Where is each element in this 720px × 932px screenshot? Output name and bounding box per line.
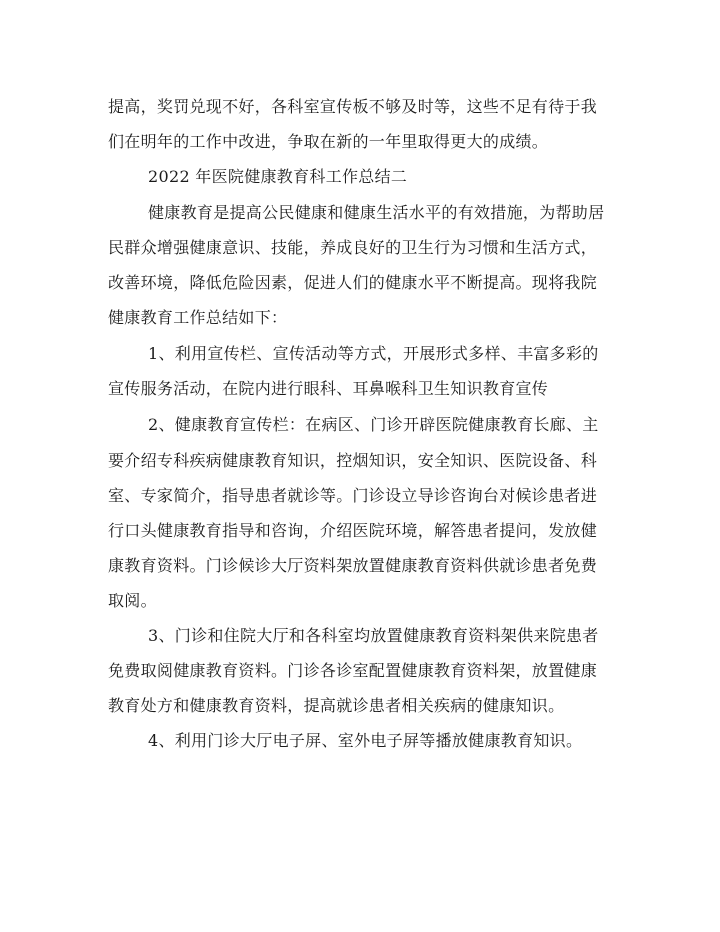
list-item-2-line: 室、专家简介，指导患者就诊等。门诊设立导诊咨询台对候诊患者进	[108, 486, 598, 505]
text-line: 提高，奖罚兑现不好，各科室宣传板不够及时等，这些不足有待于我	[108, 97, 598, 116]
list-item-3-line: 教育处方和健康教育资料，提高就诊患者相关疾病的健康知识。	[108, 696, 565, 715]
text-line: 改善环境，降低危险因素，促进人们的健康水平不断提高。现将我院	[108, 273, 598, 292]
text-line: 健康教育工作总结如下：	[108, 308, 288, 327]
text-line: 民群众增强健康意识、技能，养成良好的卫生行为习惯和生活方式，	[108, 238, 598, 257]
list-item-1-line: 1、利用宣传栏、宣传活动等方式，开展形式多样、丰富多彩的	[148, 344, 599, 363]
list-item-2-line: 康教育资料。门诊候诊大厅资料架放置健康教育资料供就诊患者免费	[108, 556, 598, 575]
text-line: 健康教育是提高公民健康和健康生活水平的有效措施，为帮助居	[148, 203, 605, 222]
section-heading: 2022 年医院健康教育科工作总结二	[148, 167, 408, 186]
text-line: 们在明年的工作中改进，争取在新的一年里取得更大的成绩。	[108, 132, 549, 151]
list-item-4-line: 4、利用门诊大厅电子屏、室外电子屏等播放健康教育知识。	[148, 731, 583, 750]
list-item-3-line: 3、门诊和住院大厅和各科室均放置健康教育资料架供来院患者	[148, 626, 599, 645]
list-item-3-line: 免费取阅健康教育资料。门诊各诊室配置健康教育资料架，放置健康	[108, 661, 598, 680]
list-item-1-line: 宣传服务活动，在院内进行眼科、耳鼻喉科卫生知识教育宣传	[108, 379, 549, 398]
list-item-2-line: 行口头健康教育指导和咨询，介绍医院环境，解答患者提问，发放健	[108, 521, 598, 540]
list-item-2-line: 取阅。	[108, 591, 157, 610]
list-item-2-line: 2、健康教育宣传栏：在病区、门诊开辟医院健康教育长廊、主	[148, 415, 599, 434]
list-item-2-line: 要介绍专科疾病健康教育知识，控烟知识，安全知识、医院设备、科	[108, 451, 598, 470]
